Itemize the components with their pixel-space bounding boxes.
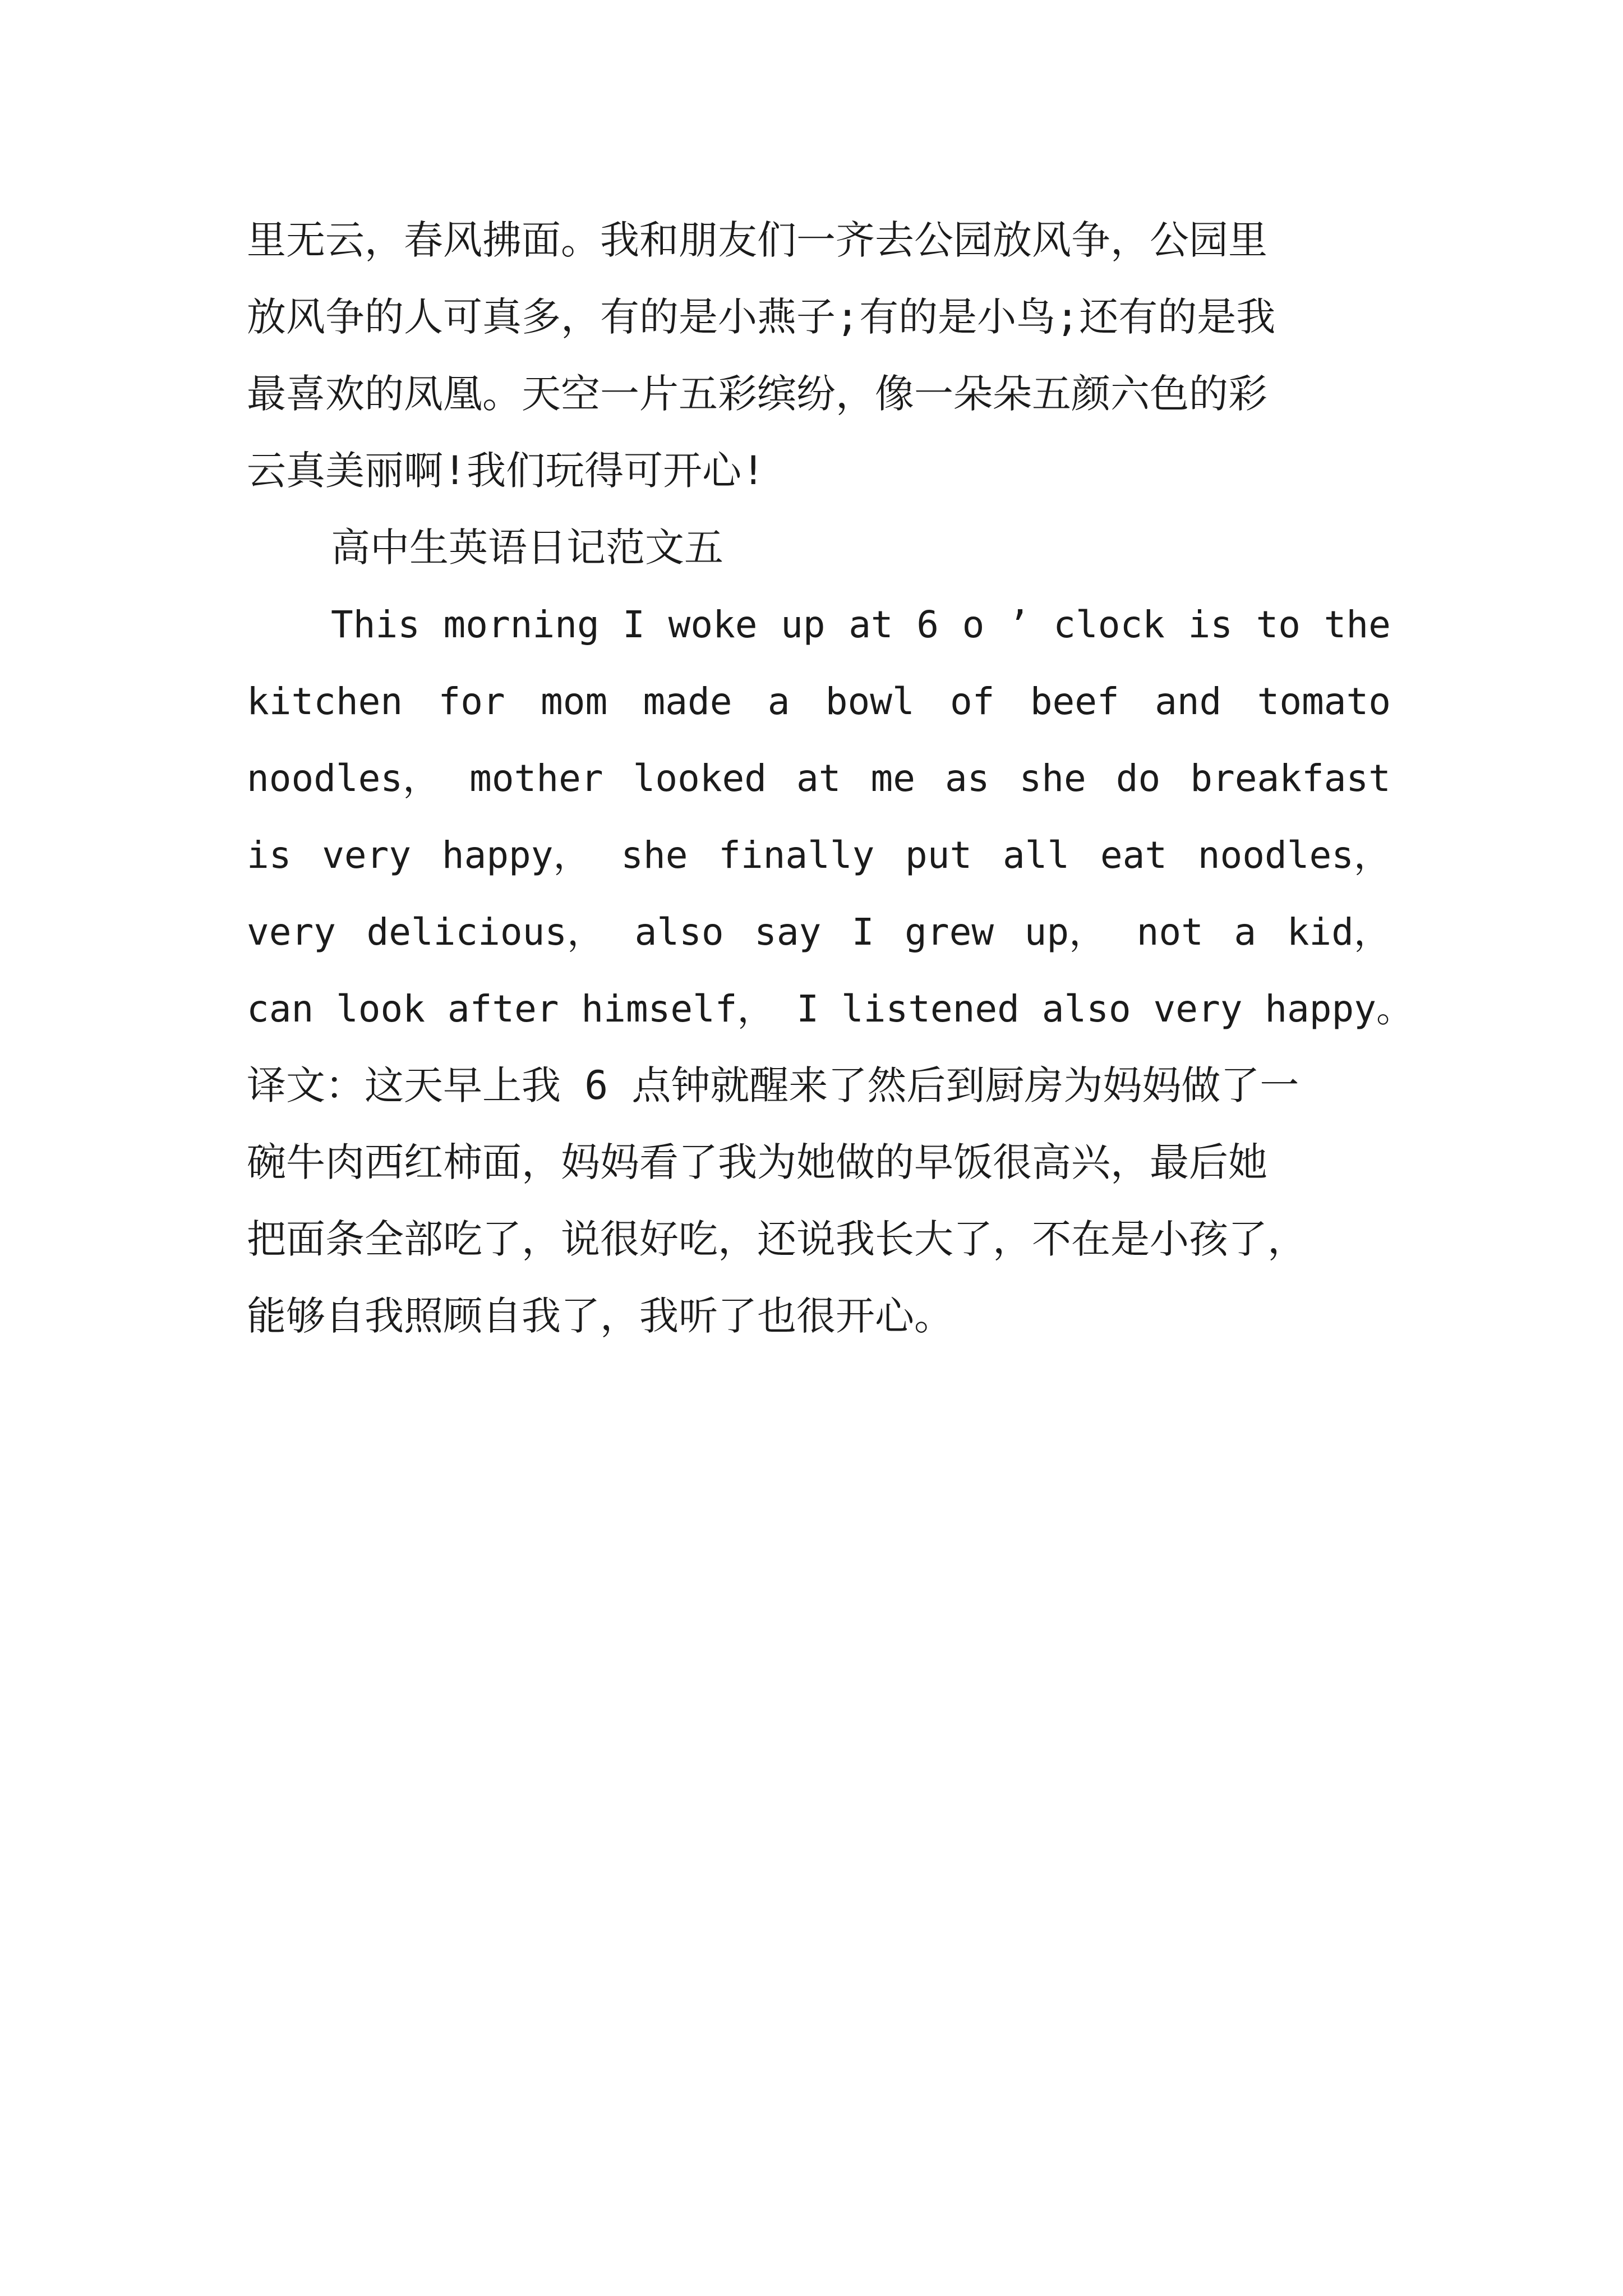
word: noodles， (247, 757, 440, 800)
word: finally (718, 834, 875, 877)
word: all (1002, 834, 1070, 877)
english-line-1 (247, 586, 1391, 663)
word: delicious， (366, 910, 605, 954)
word: can (247, 987, 314, 1030)
word: very (322, 834, 412, 877)
word: tomato (1257, 680, 1391, 723)
english-line-4 (247, 817, 1391, 894)
word: the (1324, 603, 1391, 646)
word: put (905, 834, 972, 877)
word: of (950, 680, 995, 723)
word: looked (633, 757, 767, 800)
word: up， (1024, 910, 1106, 954)
word: morning (443, 603, 600, 646)
word: beef (1030, 680, 1119, 723)
word: is (247, 834, 292, 877)
translation-line: 把面条全部吃了，说很好吃，还说我长大了，不在是小孩了， (247, 1216, 1307, 1262)
word: noodles， (1197, 834, 1391, 877)
word: at (849, 603, 893, 646)
translation-line: 译文：这天早上我 6 点钟就醒来了然后到厨房为妈妈做了一 (247, 1062, 1299, 1108)
english-line-5 (247, 894, 1391, 970)
word: and (1155, 680, 1222, 723)
word: very (1153, 987, 1243, 1030)
word: made (643, 680, 732, 723)
translation-line: 碗牛肉西红柿面，妈妈看了我为她做的早饭很高兴，最后她 (247, 1139, 1267, 1185)
word: ’ (1007, 603, 1030, 646)
word: happy， (441, 834, 591, 877)
word: I (796, 987, 819, 1030)
word: I (851, 910, 874, 954)
english-line-6 (247, 970, 1413, 1047)
word: she (621, 834, 688, 877)
word: after (447, 987, 559, 1030)
english-line-3 (247, 740, 1391, 817)
word: at (796, 757, 841, 800)
word: she (1019, 757, 1086, 800)
word: breakfast (1190, 757, 1391, 800)
text-line: 放风争的人可真多，有的是小燕子;有的是小鸟;还有的是我 (247, 294, 1276, 340)
word: kitchen (247, 680, 403, 723)
word: 6 (916, 603, 939, 646)
word: look (336, 987, 426, 1030)
word: eat (1100, 834, 1168, 877)
word: as (945, 757, 990, 800)
word: kid， (1287, 910, 1391, 954)
word: say (754, 910, 822, 954)
word: is (1188, 603, 1233, 646)
word: do (1115, 757, 1161, 800)
english-line-2 (247, 663, 1391, 740)
word: mom (540, 680, 608, 723)
word: a (767, 680, 790, 723)
word: me (870, 757, 916, 800)
document-body (247, 202, 1413, 1355)
word: listened (841, 987, 1020, 1030)
word: grew (905, 910, 994, 954)
word: mother (469, 757, 603, 800)
word: woke (668, 603, 758, 646)
word: for (438, 680, 505, 723)
word: also (634, 910, 724, 954)
word: up (781, 603, 826, 646)
text-line: 云真美丽啊!我们玩得可开心! (247, 448, 766, 494)
section-heading: 高中生英语日记范文五 (331, 524, 723, 570)
word: o (962, 603, 985, 646)
text-line: 里无云，春风拂面。我和朋友们一齐去公园放风争，公园里 (247, 217, 1267, 263)
word: to (1256, 603, 1301, 646)
word: a (1234, 910, 1257, 954)
word: I (623, 603, 645, 646)
word: himself， (581, 987, 774, 1030)
word: This (331, 603, 420, 646)
word: also (1041, 987, 1131, 1030)
word: bowl (825, 680, 915, 723)
text-line: 最喜欢的凤凰。天空一片五彩缤纷，像一朵朵五颜六色的彩 (247, 371, 1267, 417)
translation-line: 能够自我照顾自我了，我听了也很开心。 (247, 1293, 953, 1339)
word: very (247, 910, 336, 954)
word: not (1136, 910, 1204, 954)
word: happy。 (1265, 987, 1413, 1030)
word: clock (1053, 603, 1165, 646)
